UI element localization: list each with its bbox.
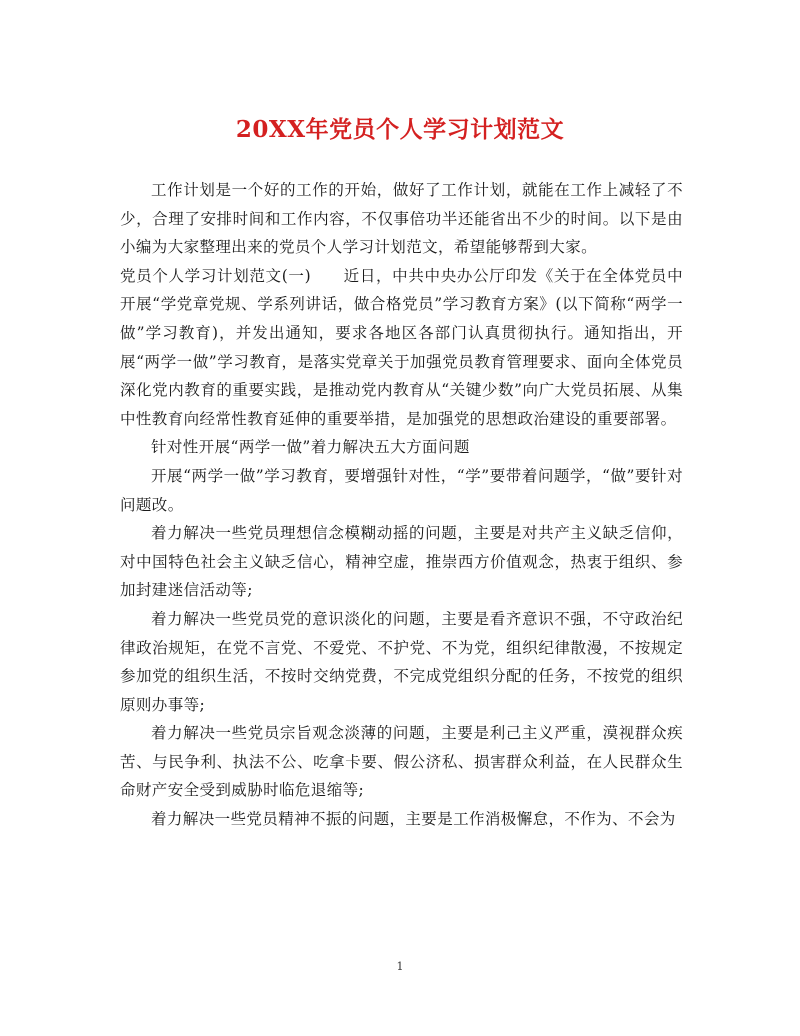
paragraph-issue-awareness: 着力解决一些党员党的意识淡化的问题，主要是看齐意识不强，不守政治纪律政治规矩，在党不言党、不爱党、不护党、不为党，组织纪律散漫，不按规定参加党的组织生活，不按时交纳党费，不完成党组织分配的任务，不按党的组织原则办事等;	[120, 609, 683, 714]
paragraph-intro: 工作计划是一个好的工作的开始，做好了工作计划，就能在工作上减轻了不少，合理了安排时间和工作内容，不仅事倍功半还能省出不少的时间。以下是由小编为大家整理出来的党员个人学习计划范文，希望能够帮到大家。	[120, 181, 683, 257]
page-number: 1	[396, 960, 404, 973]
paragraph-section-one: 党员个人学习计划范文(一) 近日，中共中央办公厅印发《关于在全体党员中开展“学党章党规、学系列讲话，做合格党员”学习教育方案》(以下简称“两学一做”学习教育)，并发出通知，要求各地区各部门认真贯彻执行。通知指出，开展“两学一做”学习教育，是落实党章关于加强党员教育管理要求、面向全体党员深化党内教育的重要实践，是推动党内教育从“关键少数”向广大党员拓展、从集中性教育向经常性教育延伸的重要举措，是加强党的思想政治建设的重要部署。	[120, 266, 683, 428]
paragraph-issue-spirit: 着力解决一些党员精神不振的问题，主要是工作消极懈怠，不作为、不会为	[151, 810, 676, 829]
paragraph-targeted: 开展“两学一做”学习教育，要增强针对性，“学”要带着问题学，“做”要针对问题改。	[120, 466, 683, 514]
document-body	[120, 176, 683, 834]
paragraph-issue-faith: 着力解决一些党员理想信念模糊动摇的问题，主要是对共产主义缺乏信仰，对中国特色社会主义缺乏信心，精神空虚，推崇西方价值观念，热衷于组织、参加封建迷信活动等;	[120, 524, 683, 600]
paragraph-issue-purpose: 着力解决一些党员宗旨观念淡薄的问题，主要是利己主义严重，漠视群众疾苦、与民争利、执法不公、吃拿卡要、假公济私、损害群众利益，在人民群众生命财产安全受到威胁时临危退缩等;	[120, 724, 683, 800]
paragraph-subheading: 针对性开展“两学一做”着力解决五大方面问题	[151, 438, 470, 457]
document-title: 20XX年党员个人学习计划范文	[235, 116, 565, 143]
